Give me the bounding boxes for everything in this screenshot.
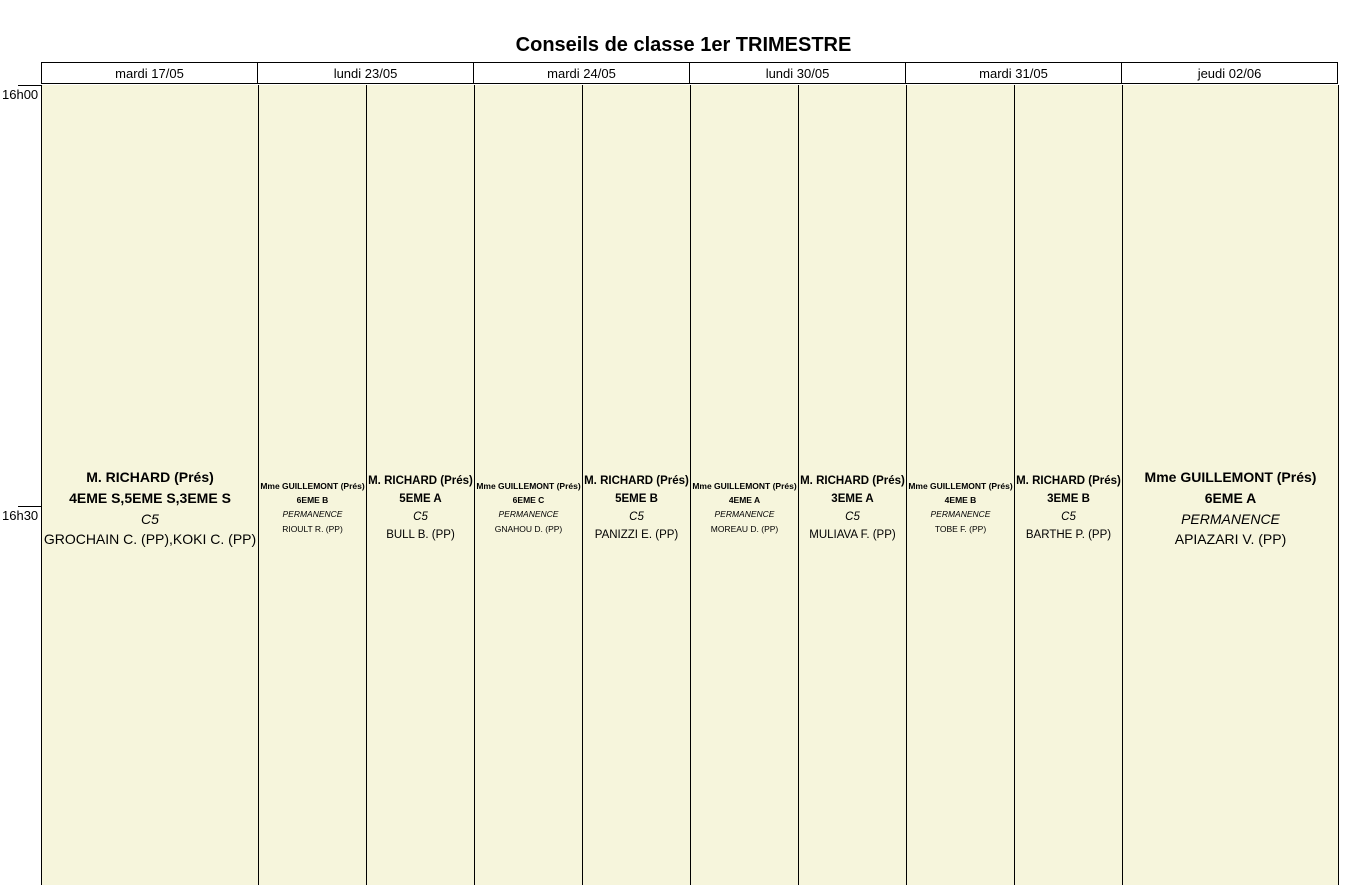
class-name: 4EME A: [728, 495, 761, 505]
meeting-block[interactable]: [798, 85, 907, 885]
room-name: C5: [1061, 511, 1076, 523]
class-name: 6EME B: [296, 495, 329, 505]
main-teacher: TOBE F. (PP): [934, 524, 987, 534]
president-name: Mme GUILLEMONT (Prés): [908, 481, 1013, 491]
president-name: Mme GUILLEMONT (Prés): [260, 481, 365, 491]
room-name: C5: [845, 511, 860, 523]
main-teacher: BULL B. (PP): [386, 529, 455, 541]
meeting-block[interactable]: [906, 85, 1015, 885]
time-tick-1600: [18, 85, 42, 86]
class-name: 3EME A: [831, 493, 874, 505]
meeting-block[interactable]: [1014, 85, 1123, 885]
meeting-block[interactable]: [582, 85, 691, 885]
president-name: M. RICHARD (Prés): [584, 475, 689, 487]
president-name: Mme GUILLEMONT (Prés): [1144, 469, 1317, 485]
main-teacher: MULIAVA F. (PP): [809, 529, 896, 541]
president-name: Mme GUILLEMONT (Prés): [476, 481, 581, 491]
day-header-jeudi-02-06: jeudi 02/06: [1122, 62, 1338, 84]
room-name: C5: [413, 511, 428, 523]
room-name: PERMANENCE: [714, 509, 775, 519]
room-name: PERMANENCE: [282, 509, 343, 519]
time-tick-1630: [18, 506, 42, 507]
room-name: PERMANENCE: [1181, 511, 1280, 527]
class-name: 5EME B: [615, 493, 658, 505]
main-teacher: GROCHAIN C. (PP),KOKI C. (PP): [43, 531, 257, 547]
main-teacher: PANIZZI E. (PP): [594, 529, 679, 541]
day-header-lundi-23-05: lundi 23/05: [258, 62, 474, 84]
class-name: 4EME B: [944, 495, 977, 505]
room-name: PERMANENCE: [498, 509, 559, 519]
room-name: C5: [629, 511, 644, 523]
class-name: 4EME S,5EME S,3EME S: [69, 490, 231, 506]
class-name: 3EME B: [1047, 493, 1090, 505]
president-name: M. RICHARD (Prés): [86, 469, 214, 485]
meeting-block[interactable]: [690, 85, 799, 885]
president-name: M. RICHARD (Prés): [800, 475, 905, 487]
class-name: 6EME C: [512, 495, 545, 505]
main-teacher: APIAZARI V. (PP): [1174, 531, 1287, 547]
day-header-mardi-24-05: mardi 24/05: [474, 62, 690, 84]
meeting-block[interactable]: [41, 85, 259, 885]
main-teacher: RIOULT R. (PP): [282, 524, 343, 534]
day-header-mardi-31-05: mardi 31/05: [906, 62, 1122, 84]
meeting-block[interactable]: [1122, 85, 1339, 885]
class-name: 5EME A: [399, 493, 442, 505]
main-teacher: GNAHOU D. (PP): [494, 524, 563, 534]
class-name: 6EME A: [1204, 490, 1257, 506]
day-header-lundi-30-05: lundi 30/05: [690, 62, 906, 84]
main-teacher: BARTHE P. (PP): [1025, 529, 1112, 541]
time-label-1630: 16h30: [2, 508, 39, 523]
time-label-1600: 16h00: [2, 87, 39, 102]
room-name: C5: [141, 511, 159, 527]
day-header-mardi-17-05: mardi 17/05: [41, 62, 258, 84]
president-name: M. RICHARD (Prés): [1016, 475, 1121, 487]
president-name: Mme GUILLEMONT (Prés): [692, 481, 797, 491]
room-name: PERMANENCE: [930, 509, 991, 519]
meeting-block[interactable]: [474, 85, 583, 885]
main-teacher: MOREAU D. (PP): [710, 524, 779, 534]
meeting-block[interactable]: [258, 85, 367, 885]
meeting-block[interactable]: [366, 85, 475, 885]
page-title: Conseils de classe 1er TRIMESTRE: [515, 34, 852, 56]
president-name: M. RICHARD (Prés): [368, 475, 473, 487]
